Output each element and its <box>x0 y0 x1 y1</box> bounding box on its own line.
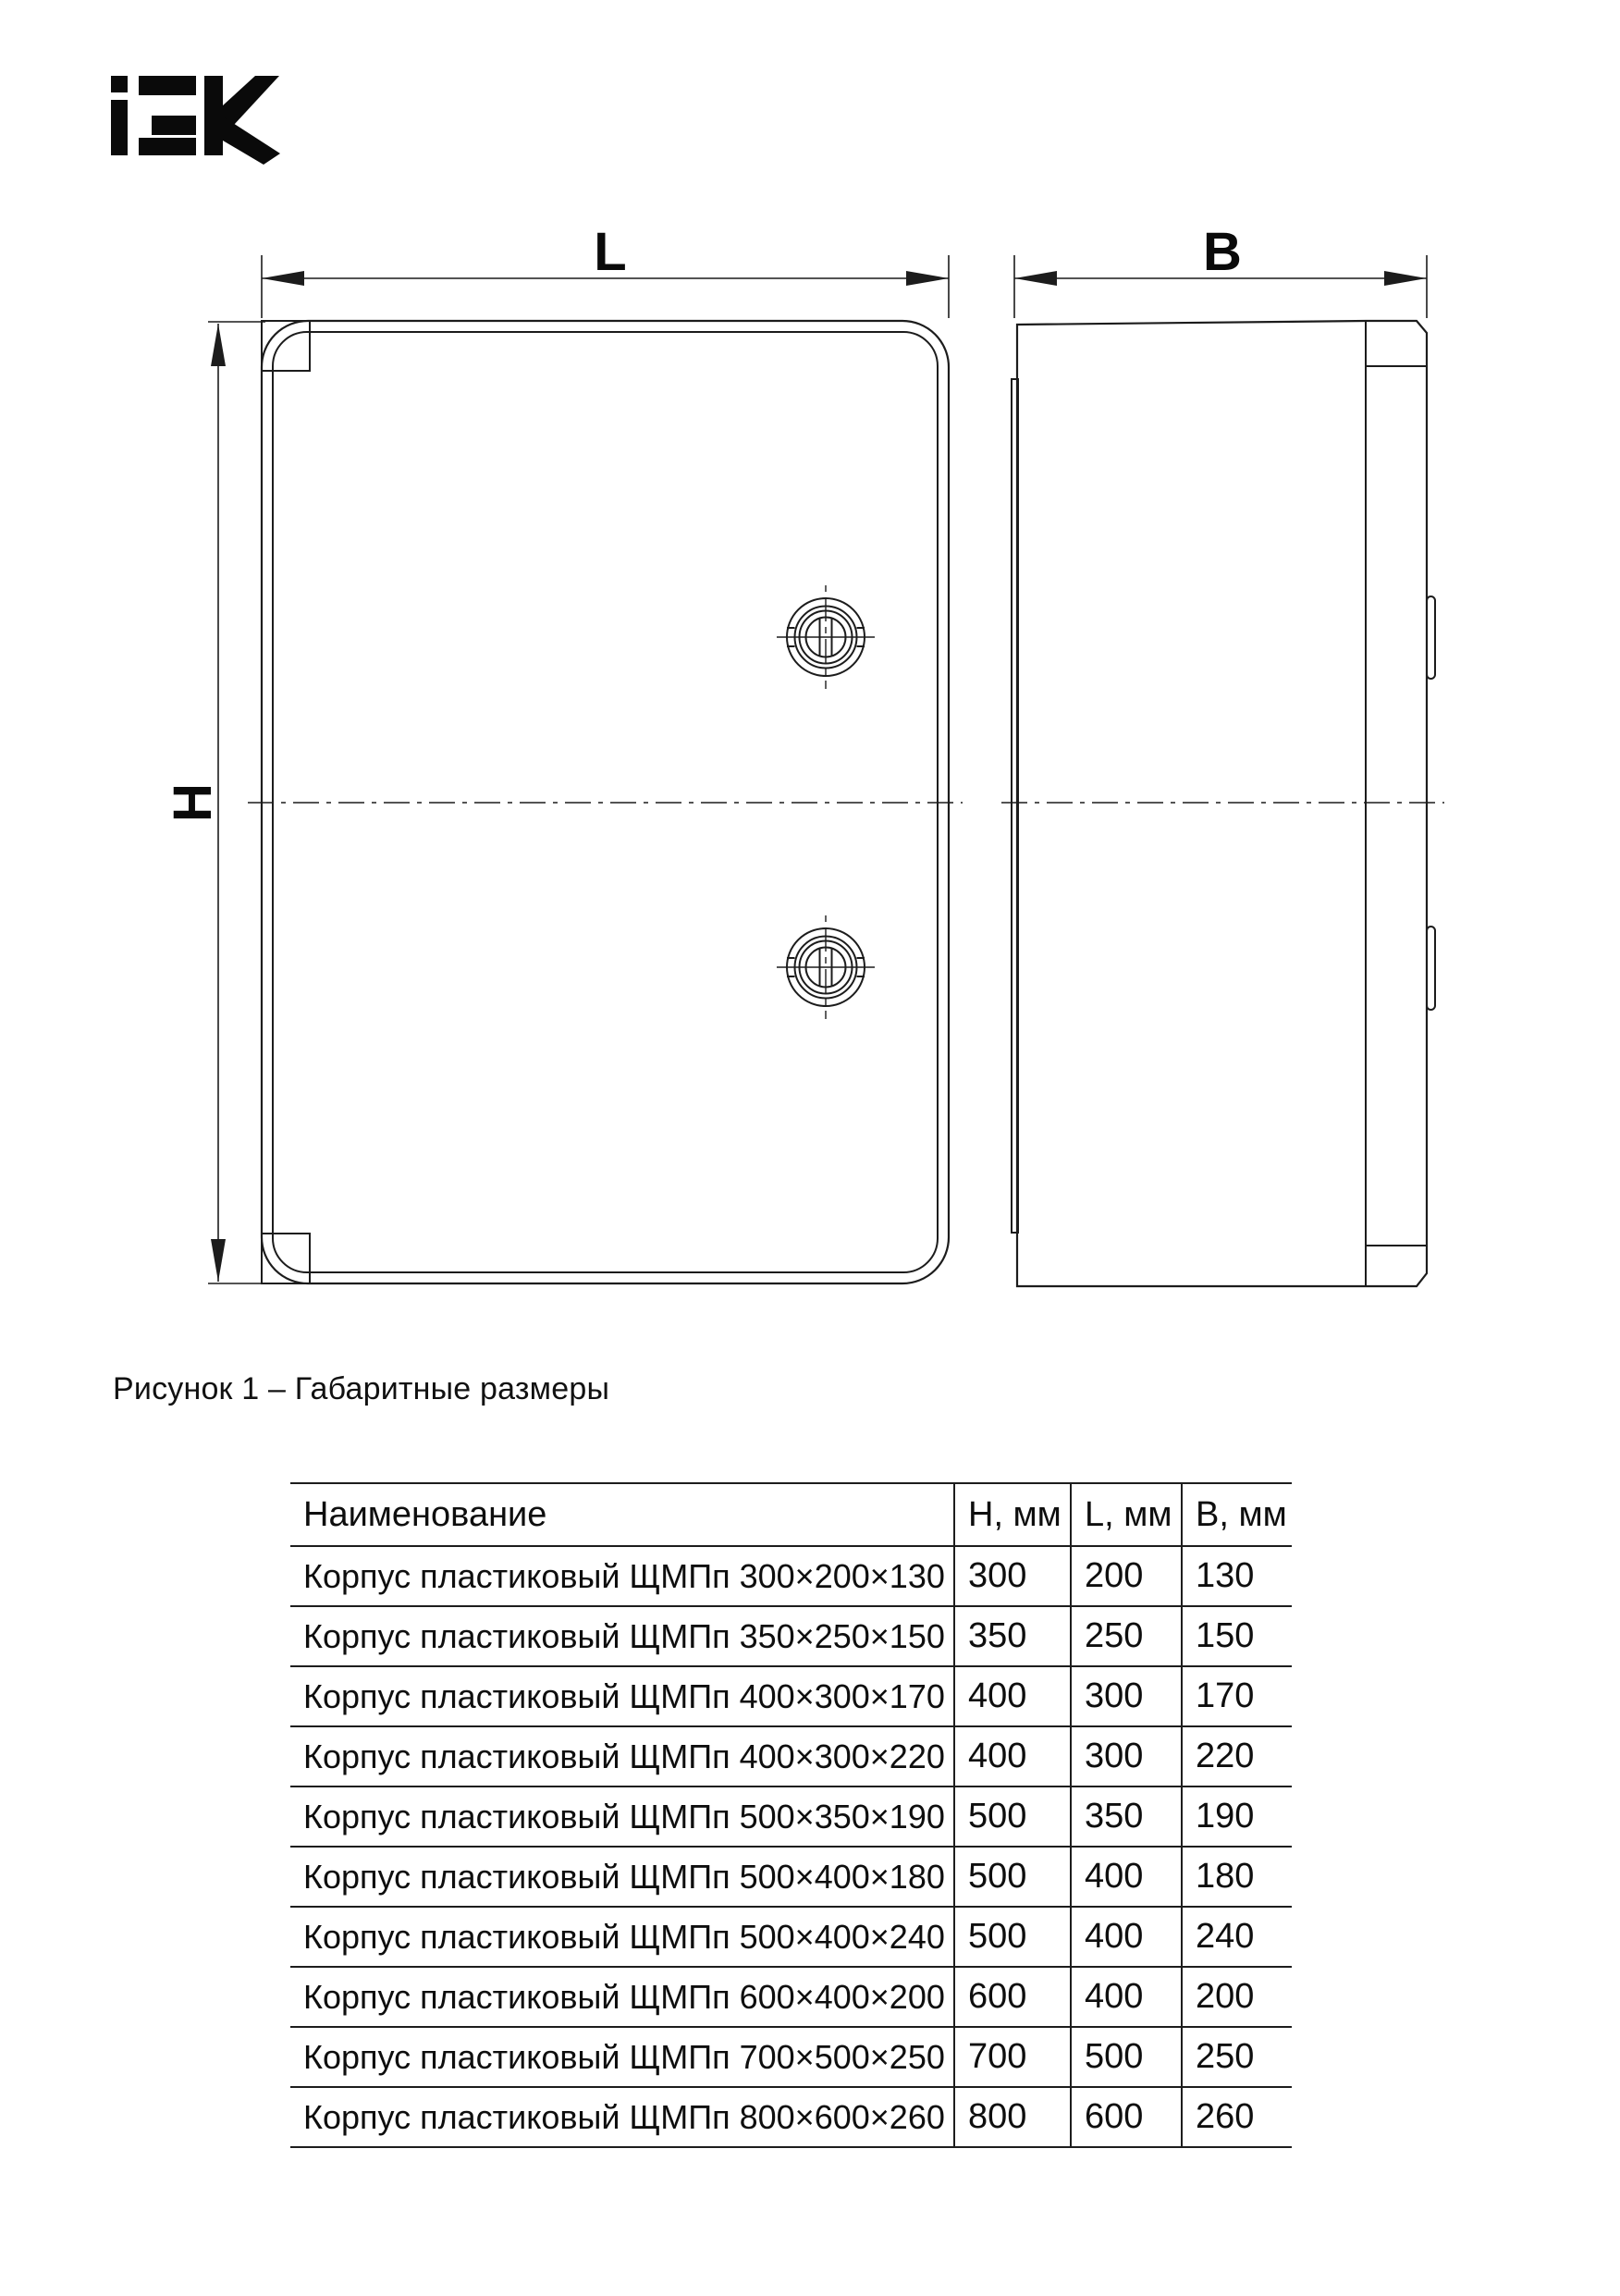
table-row <box>290 2027 1292 2087</box>
cell-b: 220 <box>1182 1726 1292 1786</box>
cell-name: Корпус пластиковый ЩМПп 500×350×190 <box>290 1786 954 1847</box>
table-row <box>290 1606 1292 1666</box>
cell-b: 170 <box>1182 1666 1292 1726</box>
cell-l: 400 <box>1071 1907 1182 1967</box>
col-header-h: H, мм <box>954 1483 1071 1546</box>
hinge-corner-top-left <box>262 321 310 371</box>
cell-name: Корпус пластиковый ЩМПп 500×400×180 <box>290 1847 954 1907</box>
cell-h: 800 <box>954 2087 1071 2147</box>
cell-name: Корпус пластиковый ЩМПп 400×300×170 <box>290 1666 954 1726</box>
cell-h: 300 <box>954 1546 1071 1606</box>
cell-l: 250 <box>1071 1606 1182 1666</box>
cell-l: 300 <box>1071 1666 1182 1726</box>
cell-l: 400 <box>1071 1847 1182 1907</box>
arrowhead-right-icon <box>906 271 949 286</box>
table-body <box>290 1546 1292 2147</box>
cell-h: 500 <box>954 1847 1071 1907</box>
cell-h: 350 <box>954 1606 1071 1666</box>
cell-b: 190 <box>1182 1786 1292 1847</box>
cell-name: Корпус пластиковый ЩМПп 700×500×250 <box>290 2027 954 2087</box>
cell-name: Корпус пластиковый ЩМПп 300×200×130 <box>290 1546 954 1606</box>
col-header-l: L, мм <box>1071 1483 1182 1546</box>
cell-name: Корпус пластиковый ЩМПп 400×300×220 <box>290 1726 954 1786</box>
cell-b: 130 <box>1182 1546 1292 1606</box>
cell-h: 700 <box>954 2027 1071 2087</box>
table-row <box>290 1847 1292 1907</box>
cell-name: Корпус пластиковый ЩМПп 800×600×260 <box>290 2087 954 2147</box>
cell-b: 250 <box>1182 2027 1292 2087</box>
col-header-name: Наименование <box>290 1483 954 1546</box>
col-header-b: B, мм <box>1182 1483 1292 1546</box>
table-row <box>290 1666 1292 1726</box>
table-row <box>290 1786 1292 1847</box>
cell-h: 600 <box>954 1967 1071 2027</box>
door-latch-upper <box>777 585 875 689</box>
front-view <box>248 321 963 1283</box>
hinge-corner-bottom-left <box>262 1234 310 1283</box>
dim-label-L: L <box>594 222 627 282</box>
side-view <box>1001 321 1444 1286</box>
arrowhead-down-icon <box>211 1239 226 1282</box>
figure-caption: Рисунок 1 – Габаритные размеры <box>113 1371 610 1406</box>
cell-l: 350 <box>1071 1786 1182 1847</box>
cell-h: 400 <box>954 1726 1071 1786</box>
cell-name: Корпус пластиковый ЩМПп 600×400×200 <box>290 1967 954 2027</box>
table-row <box>290 2087 1292 2147</box>
cell-l: 300 <box>1071 1726 1182 1786</box>
cell-b: 180 <box>1182 1847 1292 1907</box>
table-row <box>290 1907 1292 1967</box>
iek-logo-icon <box>111 76 280 165</box>
cell-h: 400 <box>954 1666 1071 1726</box>
mounting-lug-lower <box>1427 927 1435 1010</box>
cell-h: 500 <box>954 1786 1071 1847</box>
dimension-L <box>262 222 949 318</box>
door-latch-lower <box>777 915 875 1019</box>
arrowhead-left-icon <box>262 271 304 286</box>
arrowhead-up-icon <box>211 324 226 366</box>
dim-label-H: H <box>163 783 223 822</box>
cell-l: 500 <box>1071 2027 1182 2087</box>
cell-name: Корпус пластиковый ЩМПп 350×250×150 <box>290 1606 954 1666</box>
dimensions-table-wrap <box>290 1482 1292 2148</box>
mounting-lug-upper <box>1427 596 1435 679</box>
cell-b: 200 <box>1182 1967 1292 2027</box>
dimensions-table <box>290 1482 1292 2148</box>
table-row <box>290 1967 1292 2027</box>
arrowhead-left-icon <box>1014 271 1057 286</box>
cell-h: 500 <box>954 1907 1071 1967</box>
cell-l: 400 <box>1071 1967 1182 2027</box>
cell-b: 150 <box>1182 1606 1292 1666</box>
cell-b: 240 <box>1182 1907 1292 1967</box>
dim-label-B: B <box>1203 222 1242 282</box>
table-header-row <box>290 1483 1292 1546</box>
cell-name: Корпус пластиковый ЩМПп 500×400×240 <box>290 1907 954 1967</box>
dimension-B <box>1014 222 1427 318</box>
arrowhead-right-icon <box>1384 271 1427 286</box>
table-row <box>290 1546 1292 1606</box>
table-row <box>290 1726 1292 1786</box>
cell-l: 200 <box>1071 1546 1182 1606</box>
cell-l: 600 <box>1071 2087 1182 2147</box>
cell-b: 260 <box>1182 2087 1292 2147</box>
